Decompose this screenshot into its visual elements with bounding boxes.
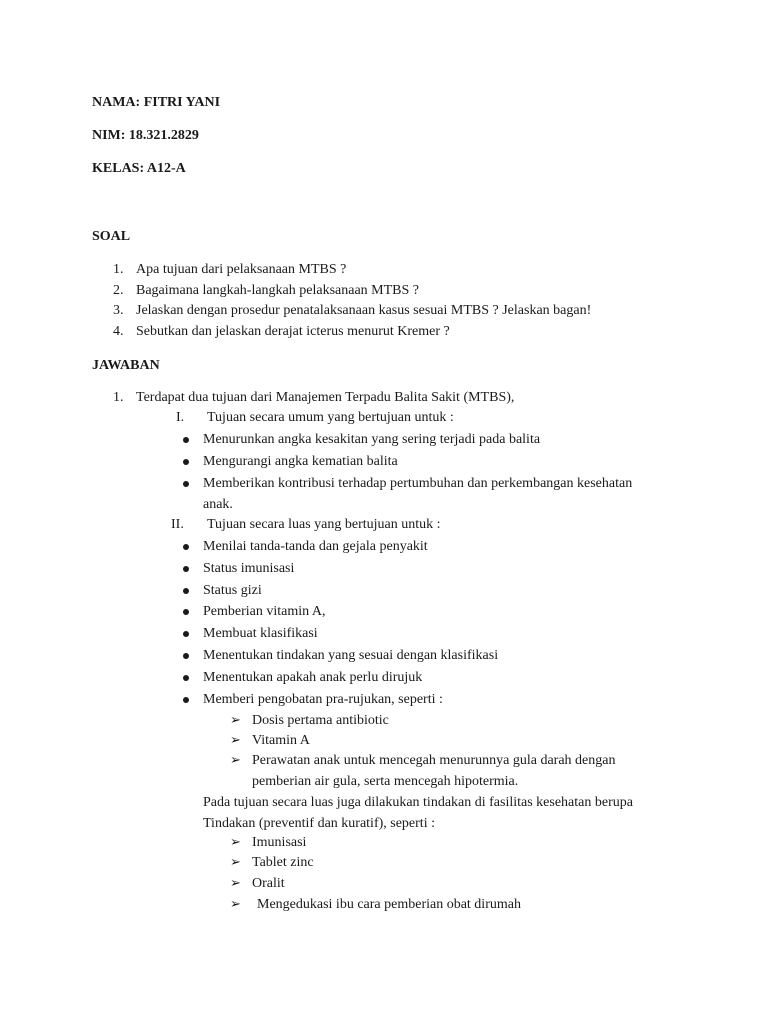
bullet-icon <box>183 588 189 594</box>
student-name: NAMA: FITRI YANI <box>92 95 221 110</box>
student-nim: NIM: 18.321.2829 <box>92 128 199 143</box>
arrow-bullet-icon: ➢ <box>230 835 241 850</box>
sub-list-item-continuation: pemberian air gula, serta mencegah hipotermia. <box>252 774 519 789</box>
answer-number: 1. <box>113 390 124 405</box>
soal-item: Bagaimana langkah-langkah pelaksanaan MTBS ? <box>136 283 420 298</box>
soal-item: Sebutkan dan jelaskan derajat icterus menurut Kremer ? <box>136 324 450 339</box>
sub-list-item: Mengedukasi ibu cara pemberian obat dirumah <box>257 897 521 912</box>
paragraph-line: Pada tujuan secara luas juga dilakukan tindakan di fasilitas kesehatan berupa <box>203 795 633 810</box>
sub-list-item: Imunisasi <box>252 835 307 850</box>
list-item: Mengurangi angka kematian balita <box>203 454 398 469</box>
list-item-continuation: anak. <box>203 497 233 512</box>
answer-intro: Terdapat dua tujuan dari Manajemen Terpadu Balita Sakit (MTBS), <box>136 390 515 405</box>
section-title: Tujuan secara umum yang bertujuan untuk : <box>207 410 454 425</box>
bullet-icon <box>183 675 189 681</box>
bullet-icon <box>183 437 189 443</box>
sub-list-item: Perawatan anak untuk mencegah menurunnya gula darah dengan <box>252 753 616 768</box>
sub-list-item: Vitamin A <box>252 733 310 748</box>
list-item: Menentukan apakah anak perlu dirujuk <box>203 670 423 685</box>
soal-number: 3. <box>113 303 124 318</box>
arrow-bullet-icon: ➢ <box>230 713 241 728</box>
sub-list-item: Dosis pertama antibiotic <box>252 713 389 728</box>
bullet-icon <box>183 653 189 659</box>
soal-item: Jelaskan dengan prosedur penatalaksanaan kasus sesuai MTBS ? Jelaskan bagan! <box>136 303 592 318</box>
list-item: Menilai tanda-tanda dan gejala penyakit <box>203 539 428 554</box>
bullet-icon <box>183 697 189 703</box>
bullet-icon <box>183 609 189 615</box>
jawaban-heading: JAWABAN <box>92 358 160 373</box>
bullet-icon <box>183 566 189 572</box>
list-item: Memberi pengobatan pra-rujukan, seperti : <box>203 692 443 707</box>
list-item: Menurunkan angka kesakitan yang sering terjadi pada balita <box>203 432 541 447</box>
section-number: I. <box>176 410 185 425</box>
list-item: Menentukan tindakan yang sesuai dengan klasifikasi <box>203 648 499 663</box>
list-item: Status imunisasi <box>203 561 295 576</box>
soal-number: 2. <box>113 283 124 298</box>
arrow-bullet-icon: ➢ <box>230 876 241 891</box>
list-item: Membuat klasifikasi <box>203 626 318 641</box>
arrow-bullet-icon: ➢ <box>230 897 241 912</box>
soal-item: Apa tujuan dari pelaksanaan MTBS ? <box>136 262 347 277</box>
arrow-bullet-icon: ➢ <box>230 855 241 870</box>
section-title: Tujuan secara luas yang bertujuan untuk : <box>207 517 441 532</box>
soal-number: 1. <box>113 262 124 277</box>
list-item: Status gizi <box>203 583 262 598</box>
bullet-icon <box>183 544 189 550</box>
arrow-bullet-icon: ➢ <box>230 733 241 748</box>
sub-list-item: Tablet zinc <box>252 855 314 870</box>
bullet-icon <box>183 631 189 637</box>
student-class: KELAS: A12-A <box>92 161 186 176</box>
arrow-bullet-icon: ➢ <box>230 753 241 768</box>
soal-heading: SOAL <box>92 229 131 244</box>
soal-number: 4. <box>113 324 124 339</box>
section-number: II. <box>171 517 184 532</box>
list-item: Memberikan kontribusi terhadap pertumbuhan dan perkembangan kesehatan <box>203 476 633 491</box>
list-item: Pemberian vitamin A, <box>203 604 326 619</box>
bullet-icon <box>183 459 189 465</box>
sub-list-item: Oralit <box>252 876 285 891</box>
paragraph-line: Tindakan (preventif dan kuratif), seperti : <box>203 816 435 831</box>
bullet-icon <box>183 481 189 487</box>
